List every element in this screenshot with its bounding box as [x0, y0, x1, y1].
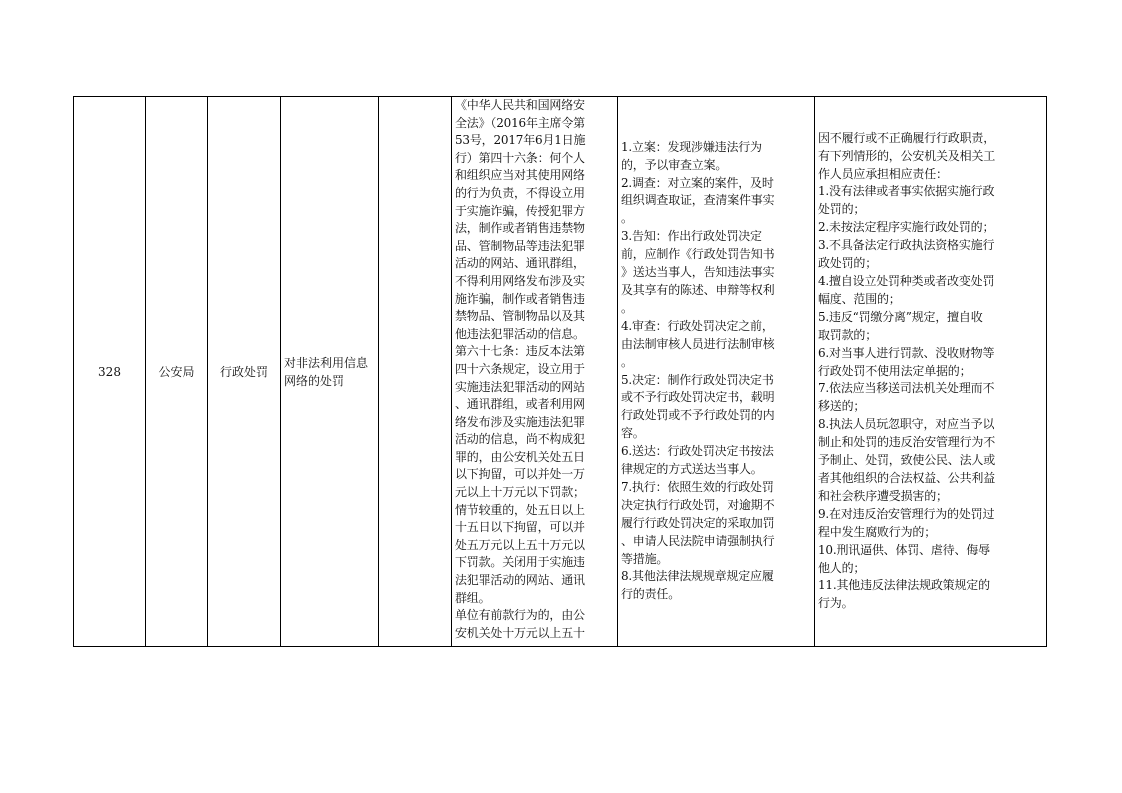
procedure-line: 8.其他法律法规规章规定应履 [621, 569, 774, 584]
legal-basis-line: 行）第四十六条：何个人 [455, 150, 585, 165]
responsibility-line: 行政处罚不使用法定单据的； [818, 363, 972, 378]
procedure-cell [618, 97, 815, 647]
legal-basis-line: 不得利用网络发布涉及实 [455, 273, 585, 288]
department: 公安局 [158, 364, 195, 379]
legal-basis-line: 法犯罪活动的网站、通讯 [455, 573, 585, 588]
item-name-cell [281, 97, 379, 647]
legal-basis-line: 安机关处十万元以上五十 [455, 625, 585, 640]
legal-basis-line: 、通讯群组，或者利用网 [455, 397, 585, 412]
legal-basis-line: 施诈骗，制作或者销售违 [455, 291, 585, 306]
procedure-line: 》送达当事人，告知违法事实 [621, 265, 775, 280]
responsibility-line: 因不履行或不正确履行行政职责， [818, 130, 996, 145]
legal-basis-line: 和组织应当对其使用网络 [455, 168, 585, 183]
procedure-line: 4.审查：行政处罚决定之前， [621, 318, 774, 333]
legal-basis-line: 下罚款。关闭用于实施违 [455, 555, 585, 570]
legal-basis-line: 活动的信息，尚不构成犯 [455, 432, 585, 447]
legal-basis-line: 单位有前款行为的，由公 [455, 608, 585, 623]
responsibility-line: 他人的； [818, 560, 866, 575]
procedure-line: 。 [621, 300, 633, 315]
responsibility-line: 予制止、处罚，致使公民、法人或 [818, 453, 996, 468]
responsibility-line: 幅度、范围的； [818, 291, 901, 306]
legal-basis-line: 法，制作或者销售违禁物 [455, 221, 585, 236]
responsibility-line: 3.不具备法定行政执法资格实施行 [818, 238, 995, 253]
legal-basis-line: 禁物品、管制物品以及其 [455, 309, 585, 324]
legal-basis-line: 品、管制物品等违法犯罪 [455, 238, 585, 253]
legal-basis-cell [452, 97, 618, 647]
responsibility-line: 程中发生腐败行为的； [818, 524, 937, 539]
sub-item-cell [379, 97, 452, 647]
legal-basis-line: 的行为负责，不得设立用 [455, 185, 585, 200]
procedure-line: 1.立案：发现涉嫌违法行为 [621, 139, 762, 154]
responsibility-line: 和社会秩序遭受损害的； [818, 488, 948, 503]
procedure-line: 决定执行行政处罚，对逾期不 [621, 497, 775, 512]
legal-basis-line: 络发布涉及实施违法犯罪 [455, 414, 585, 429]
department-cell [146, 97, 208, 647]
responsibility-line: 移送的； [818, 399, 866, 414]
responsibility-line: 行为。 [818, 596, 854, 611]
power-type-cell [208, 97, 281, 647]
power-list-table [73, 96, 1047, 647]
legal-basis-line: 活动的网站、通讯群组， [455, 256, 585, 271]
legal-basis-line: 于实施诈骗，传授犯罪方 [455, 203, 585, 218]
procedure-line: 组织调查取证，查清案件事实 [621, 193, 775, 208]
procedure-text [618, 139, 814, 605]
legal-basis-line: 罪的，由公安机关处五日 [455, 449, 585, 464]
responsibility-line: 9.在对违反治安管理行为的处罚过 [818, 506, 995, 521]
power-type: 行政处罚 [219, 364, 268, 379]
responsibility-line: 者其他组织的合法权益、公共利益 [818, 470, 996, 485]
procedure-line: 、申请人民法院申请强制执行 [621, 533, 775, 548]
legal-basis-line: 他违法犯罪活动的信息。 [455, 326, 585, 341]
responsibility-line: 政处罚的； [818, 256, 878, 271]
procedure-line: 2.调查：对立案的案件，及时 [621, 175, 774, 190]
responsibility-cell [815, 97, 1047, 647]
item-name: 对非法利用信息网络的处罚 [284, 355, 369, 388]
legal-basis-line: 53号，2017年6月1日施 [455, 133, 586, 148]
procedure-line: 的，予以审查立案。 [621, 157, 728, 172]
responsibility-line: 处罚的； [818, 202, 866, 217]
legal-basis-line: 元以上十万元以下罚款； [455, 485, 585, 500]
procedure-line: 7.执行：依照生效的行政处罚 [621, 479, 774, 494]
procedure-line: 前，应制作《行政处罚告知书 [621, 247, 775, 262]
procedure-line: 3.告知：作出行政处罚决定 [621, 229, 762, 244]
procedure-line: 5.决定：制作行政处罚决定书 [621, 372, 774, 387]
procedure-line: 。 [621, 211, 633, 226]
responsibility-line: 4.擅自设立处罚种类或者改变处罚 [818, 274, 995, 289]
legal-basis-line: 以下拘留，可以并处一万 [455, 467, 585, 482]
responsibility-line: 5.违反“罚缴分离”规定，擅自收 [818, 309, 983, 324]
table-row [74, 97, 1047, 647]
responsibility-line: 1.没有法律或者事实依据实施行政 [818, 184, 995, 199]
procedure-line: 行的责任。 [621, 587, 681, 602]
responsibility-line: 11.其他违反法律法规政策规定的 [818, 578, 990, 593]
responsibility-line: 2.未按法定程序实施行政处罚的； [818, 220, 995, 235]
responsibility-line: 取罚款的； [818, 327, 878, 342]
row-number-cell [74, 97, 146, 647]
legal-basis-line: 情节较重的，处五日以上 [455, 502, 585, 517]
responsibility-text [815, 130, 1046, 613]
responsibility-line: 8.执法人员玩忽职守，对应当予以 [818, 417, 995, 432]
legal-basis-line: 实施违法犯罪活动的网站 [455, 379, 585, 394]
procedure-line: 律规定的方式送达当事人。 [621, 462, 763, 477]
legal-basis-line: 第六十七条：违反本法第 [455, 344, 585, 359]
responsibility-line: 7.依法应当移送司法机关处理而不 [818, 381, 995, 396]
legal-basis-line: 处五万元以上五十万元以 [455, 537, 585, 552]
responsibility-line: 作人员应承担相应责任： [818, 166, 948, 181]
legal-basis-line: 全法》（2016年主席令第 [455, 115, 585, 130]
procedure-line: 及其享有的陈述、申辩等权利 [621, 282, 775, 297]
legal-basis-line: 四十六条规定，设立用于 [455, 361, 585, 376]
legal-basis-line: 十五日以下拘留，可以并 [455, 520, 585, 535]
responsibility-line: 有下列情形的，公安机关及相关工 [818, 148, 996, 163]
row-number: 328 [98, 364, 121, 379]
procedure-line: 6.送达：行政处罚决定书按法 [621, 444, 774, 459]
procedure-line: 容。 [621, 426, 645, 441]
procedure-line: 等措施。 [621, 551, 669, 566]
procedure-line: 。 [621, 354, 633, 369]
responsibility-line: 制止和处罚的违反治安管理行为不 [818, 435, 996, 450]
responsibility-line: 6.对当事人进行罚款、没收财物等 [818, 345, 995, 360]
procedure-line: 或不予行政处罚决定书，载明 [621, 390, 775, 405]
legal-basis-line: 《中华人民共和国网络安 [455, 98, 585, 112]
responsibility-line: 10.刑讯逼供、体罚、虐待、侮辱 [818, 542, 990, 557]
procedure-line: 履行行政处罚决定的采取加罚 [621, 515, 775, 530]
legal-basis-line: 群组。 [455, 590, 491, 605]
procedure-line: 行政处罚或不予行政处罚的内 [621, 408, 775, 423]
procedure-line: 由法制审核人员进行法制审核 [621, 336, 775, 351]
legal-basis-text [452, 97, 617, 646]
